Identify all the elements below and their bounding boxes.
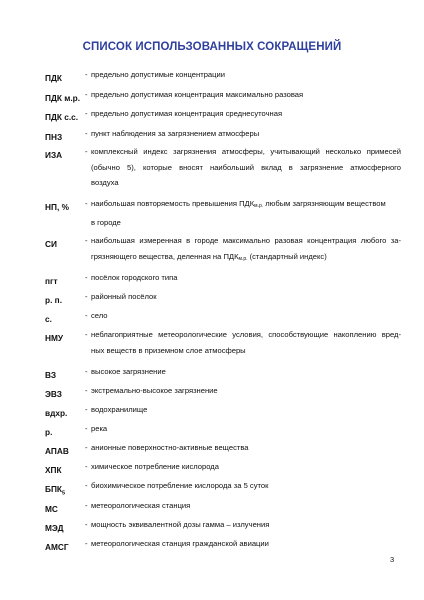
subscript: м.р. xyxy=(238,255,248,262)
dash: - xyxy=(85,129,88,138)
dash: - xyxy=(85,311,88,320)
dash: - xyxy=(85,443,88,452)
definition-text: предельно допустимые концентрации xyxy=(91,70,225,79)
abbreviation-term: р. п. xyxy=(45,295,62,305)
abbreviation-definition xyxy=(85,87,401,103)
definition-text: (обычно 5), которые вносят наибольший вклад в загрязнение атмосферного xyxy=(91,162,401,172)
abbreviation-term: ХПК xyxy=(45,465,62,475)
page-title: СПИСОК ИСПОЛЬЗОВАННЫХ СОКРАЩЕНИЙ xyxy=(82,41,342,53)
abbreviation-term: АМСГ xyxy=(45,542,69,552)
dash: - xyxy=(85,90,88,99)
abbreviation-definition xyxy=(85,536,401,552)
abbreviation-term: ВЗ xyxy=(45,370,57,380)
abbreviation-term: пгт xyxy=(45,276,58,286)
abbreviation-definition xyxy=(85,517,401,533)
abbreviation-term: р. xyxy=(45,427,53,437)
definition-text: метеорологическая станция гражданской авиации xyxy=(91,539,269,548)
abbreviation-text: БПК xyxy=(45,484,62,494)
abbreviation-term: ПДК с.с. xyxy=(45,112,79,122)
abbreviation-definition xyxy=(85,383,401,399)
definition-text: (стандартный индекс) xyxy=(247,251,327,261)
subscript: м.р. xyxy=(254,203,264,209)
definition-text: грязняющего вещества, деленная на ПДК xyxy=(91,251,239,261)
dash: - xyxy=(85,147,88,156)
abbreviation-term: НП, % xyxy=(45,202,69,212)
definition-text: мощность эквивалентной дозы гамма – излучения xyxy=(91,520,270,529)
abbreviation-term: НМУ xyxy=(45,333,64,343)
dash: - xyxy=(85,367,88,376)
abbreviation-term: СИ xyxy=(45,239,57,249)
definition-text: неблагоприятные метеорологические условия, способствующие накоплению вред- xyxy=(91,330,401,339)
abbreviation-term xyxy=(45,484,65,497)
abbreviation-definition xyxy=(85,364,401,380)
abbreviation-definition xyxy=(85,459,401,475)
abbreviation-definition xyxy=(85,308,401,324)
dash: - xyxy=(85,236,88,245)
abbreviation-term: вдхр. xyxy=(45,408,68,418)
abbreviation-definition xyxy=(85,498,401,514)
abbreviation-term: ПНЗ xyxy=(45,132,63,142)
abbreviation-definition xyxy=(85,327,401,358)
definition-text: высокое загрязнение xyxy=(91,367,166,376)
definition-text: воздуха xyxy=(91,178,119,188)
abbreviation-term: АПАВ xyxy=(45,446,69,456)
abbreviation-definition xyxy=(85,126,401,142)
dash: - xyxy=(85,292,88,301)
dash: - xyxy=(85,109,88,118)
dash: - xyxy=(85,70,88,79)
definition-text: водохранилище xyxy=(91,405,148,414)
definition-text: районный посёлок xyxy=(91,292,157,301)
definition-text: посёлок городского типа xyxy=(91,273,178,282)
dash: - xyxy=(85,273,88,282)
dash: - xyxy=(85,386,88,395)
dash: - xyxy=(85,539,88,548)
definition-text: ных веществ в приземном слое атмосферы xyxy=(91,345,246,355)
dash: - xyxy=(85,520,88,529)
dash: - xyxy=(85,405,88,414)
page-number: 3 xyxy=(390,555,395,564)
abbreviation-definition xyxy=(85,106,401,122)
abbreviation-definition xyxy=(85,478,401,494)
abbreviation-definition xyxy=(85,289,401,305)
abbreviation-definition xyxy=(85,270,401,286)
abbreviation-term: МС xyxy=(45,504,58,514)
definition-text: наибольшая повторяемость превышения ПДК xyxy=(91,199,255,208)
abbreviation-term: с. xyxy=(45,314,52,324)
definition-text: в городе xyxy=(91,217,121,227)
abbreviation-term: ПДК м.р. xyxy=(45,93,81,103)
abbreviation-definition xyxy=(85,144,401,191)
definition-text: село xyxy=(91,311,108,320)
abbreviation-definition xyxy=(85,440,401,456)
definition-text: химическое потребление кислорода xyxy=(91,462,219,471)
definition-text: анионные поверхностно-активные вещества xyxy=(91,443,249,452)
abbreviation-definition xyxy=(85,67,401,83)
dash: - xyxy=(85,330,88,339)
definition-text: комплексный индекс загрязнения атмосферы, учитывающий несколько примесей xyxy=(91,147,401,156)
dash: - xyxy=(85,424,88,433)
abbreviation-definition xyxy=(85,421,401,437)
abbreviation-definition xyxy=(85,402,401,418)
dash: - xyxy=(85,481,88,490)
abbreviation-term: ИЗА xyxy=(45,150,63,160)
definition-text: пункт наблюдения за загрязнением атмосферы xyxy=(91,129,260,138)
abbreviation-definition xyxy=(85,196,401,230)
definition-text: река xyxy=(91,424,108,433)
dash: - xyxy=(85,199,88,208)
definition-text: биохимическое потребление кислорода за 5 суток xyxy=(91,481,269,490)
abbreviation-term: ЭВЗ xyxy=(45,389,62,399)
definition-text: любым загрязняющим веществом xyxy=(263,199,386,208)
definition-text: метеорологическая станция xyxy=(91,501,191,510)
definition-text: экстремально-высокое загрязнение xyxy=(91,386,218,395)
definition-text: предельно допустимая концентрация максимально разовая xyxy=(91,90,304,99)
definition-text: предельно допустимая концентрация среднесуточная xyxy=(91,109,283,118)
abbreviation-term: ПДК xyxy=(45,73,62,83)
abbreviation-definition xyxy=(85,233,401,264)
definition-text: наибольшая измеренная в городе максимально разовая концентрация любого за- xyxy=(91,236,401,245)
dash: - xyxy=(85,501,88,510)
subscript: 5 xyxy=(62,490,66,497)
dash: - xyxy=(85,462,88,471)
abbreviation-term: МЭД xyxy=(45,523,64,533)
